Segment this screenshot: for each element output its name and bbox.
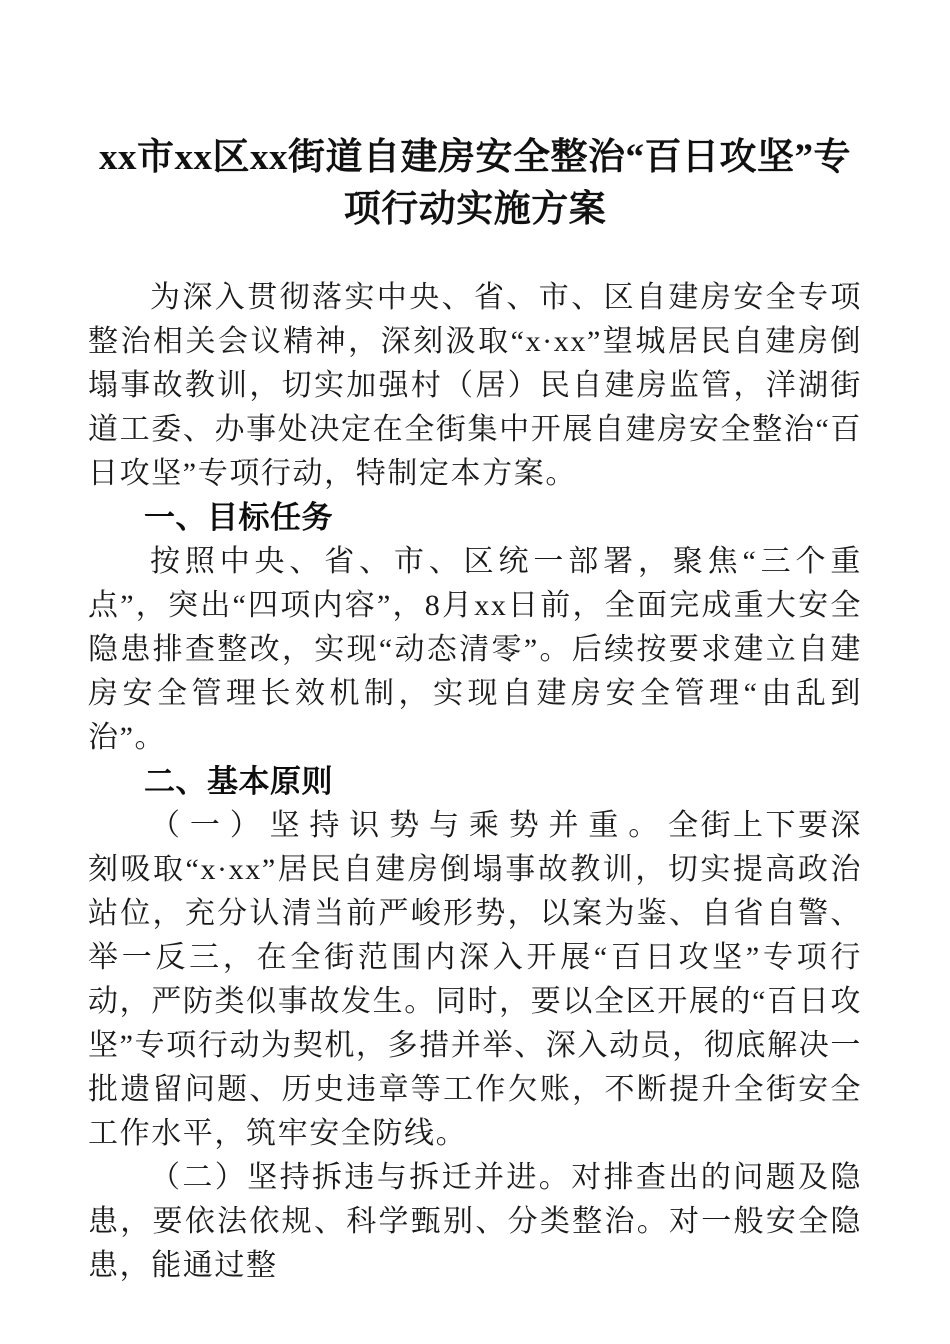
paragraph-body-text-1: 全街上下要深刻吸取“x·xx”居民自建房倒塌事故教训，切实提高政治站位，充分认清当前严峻形势，以案为鉴、自省自警、举一反三，在全街范围内深入开展“百日攻坚”专项行动，严防类似事故发生。同时，要以全区开展的“百日攻坚”专项行动为契机，多措并举、深入动员，彻底解决一批遗留问题、历史违章等工作欠账，不断提升全街安全工作水平，筑牢安全防线。 bbox=[88, 809, 863, 1150]
section-heading-2: 二、基本原则 bbox=[144, 764, 333, 799]
paragraph-body-text-2: 对排查出的问题及隐患，要依法依规、科学甄别、分类整治。对一般安全隐患，能通过整 bbox=[88, 1161, 862, 1282]
document-body bbox=[88, 236, 862, 1288]
paragraph-lead-in-1: （一）坚持识势与乘势并重。 bbox=[150, 809, 669, 842]
section-heading-1: 一、目标任务 bbox=[144, 500, 333, 535]
paragraph-section-1-body: 按照中央、省、市、区统一部署，聚焦“三个重点”，突出“四项内容”，8月xx日前，全面完成重大安全隐患排查整改，实现“动态清零”。后续按要求建立自建房安全管理长效机制，实现自建房安全管理“由乱到治”。 bbox=[88, 545, 862, 754]
paragraph-intro: 为深入贯彻落实中央、省、市、区自建房安全专项整治相关会议精神，深刻汲取“x·xx”望城居民自建房倒塌事故教训，切实加强村（居）民自建房监管，洋湖街道工委、办事处决定在全街集中开展自建房安全整治“百日攻坚”专项行动，特制定本方案。 bbox=[88, 281, 862, 490]
page-title: xx市xx区xx街道自建房安全整治“百日攻坚”专项行动实施方案 bbox=[99, 137, 851, 230]
paragraph-section-2-item-1 bbox=[88, 804, 862, 1156]
paragraph-lead-in-2: （二）坚持拆违与拆迁并进。 bbox=[150, 1161, 572, 1194]
paragraph-section-2-item-2 bbox=[88, 1156, 862, 1288]
